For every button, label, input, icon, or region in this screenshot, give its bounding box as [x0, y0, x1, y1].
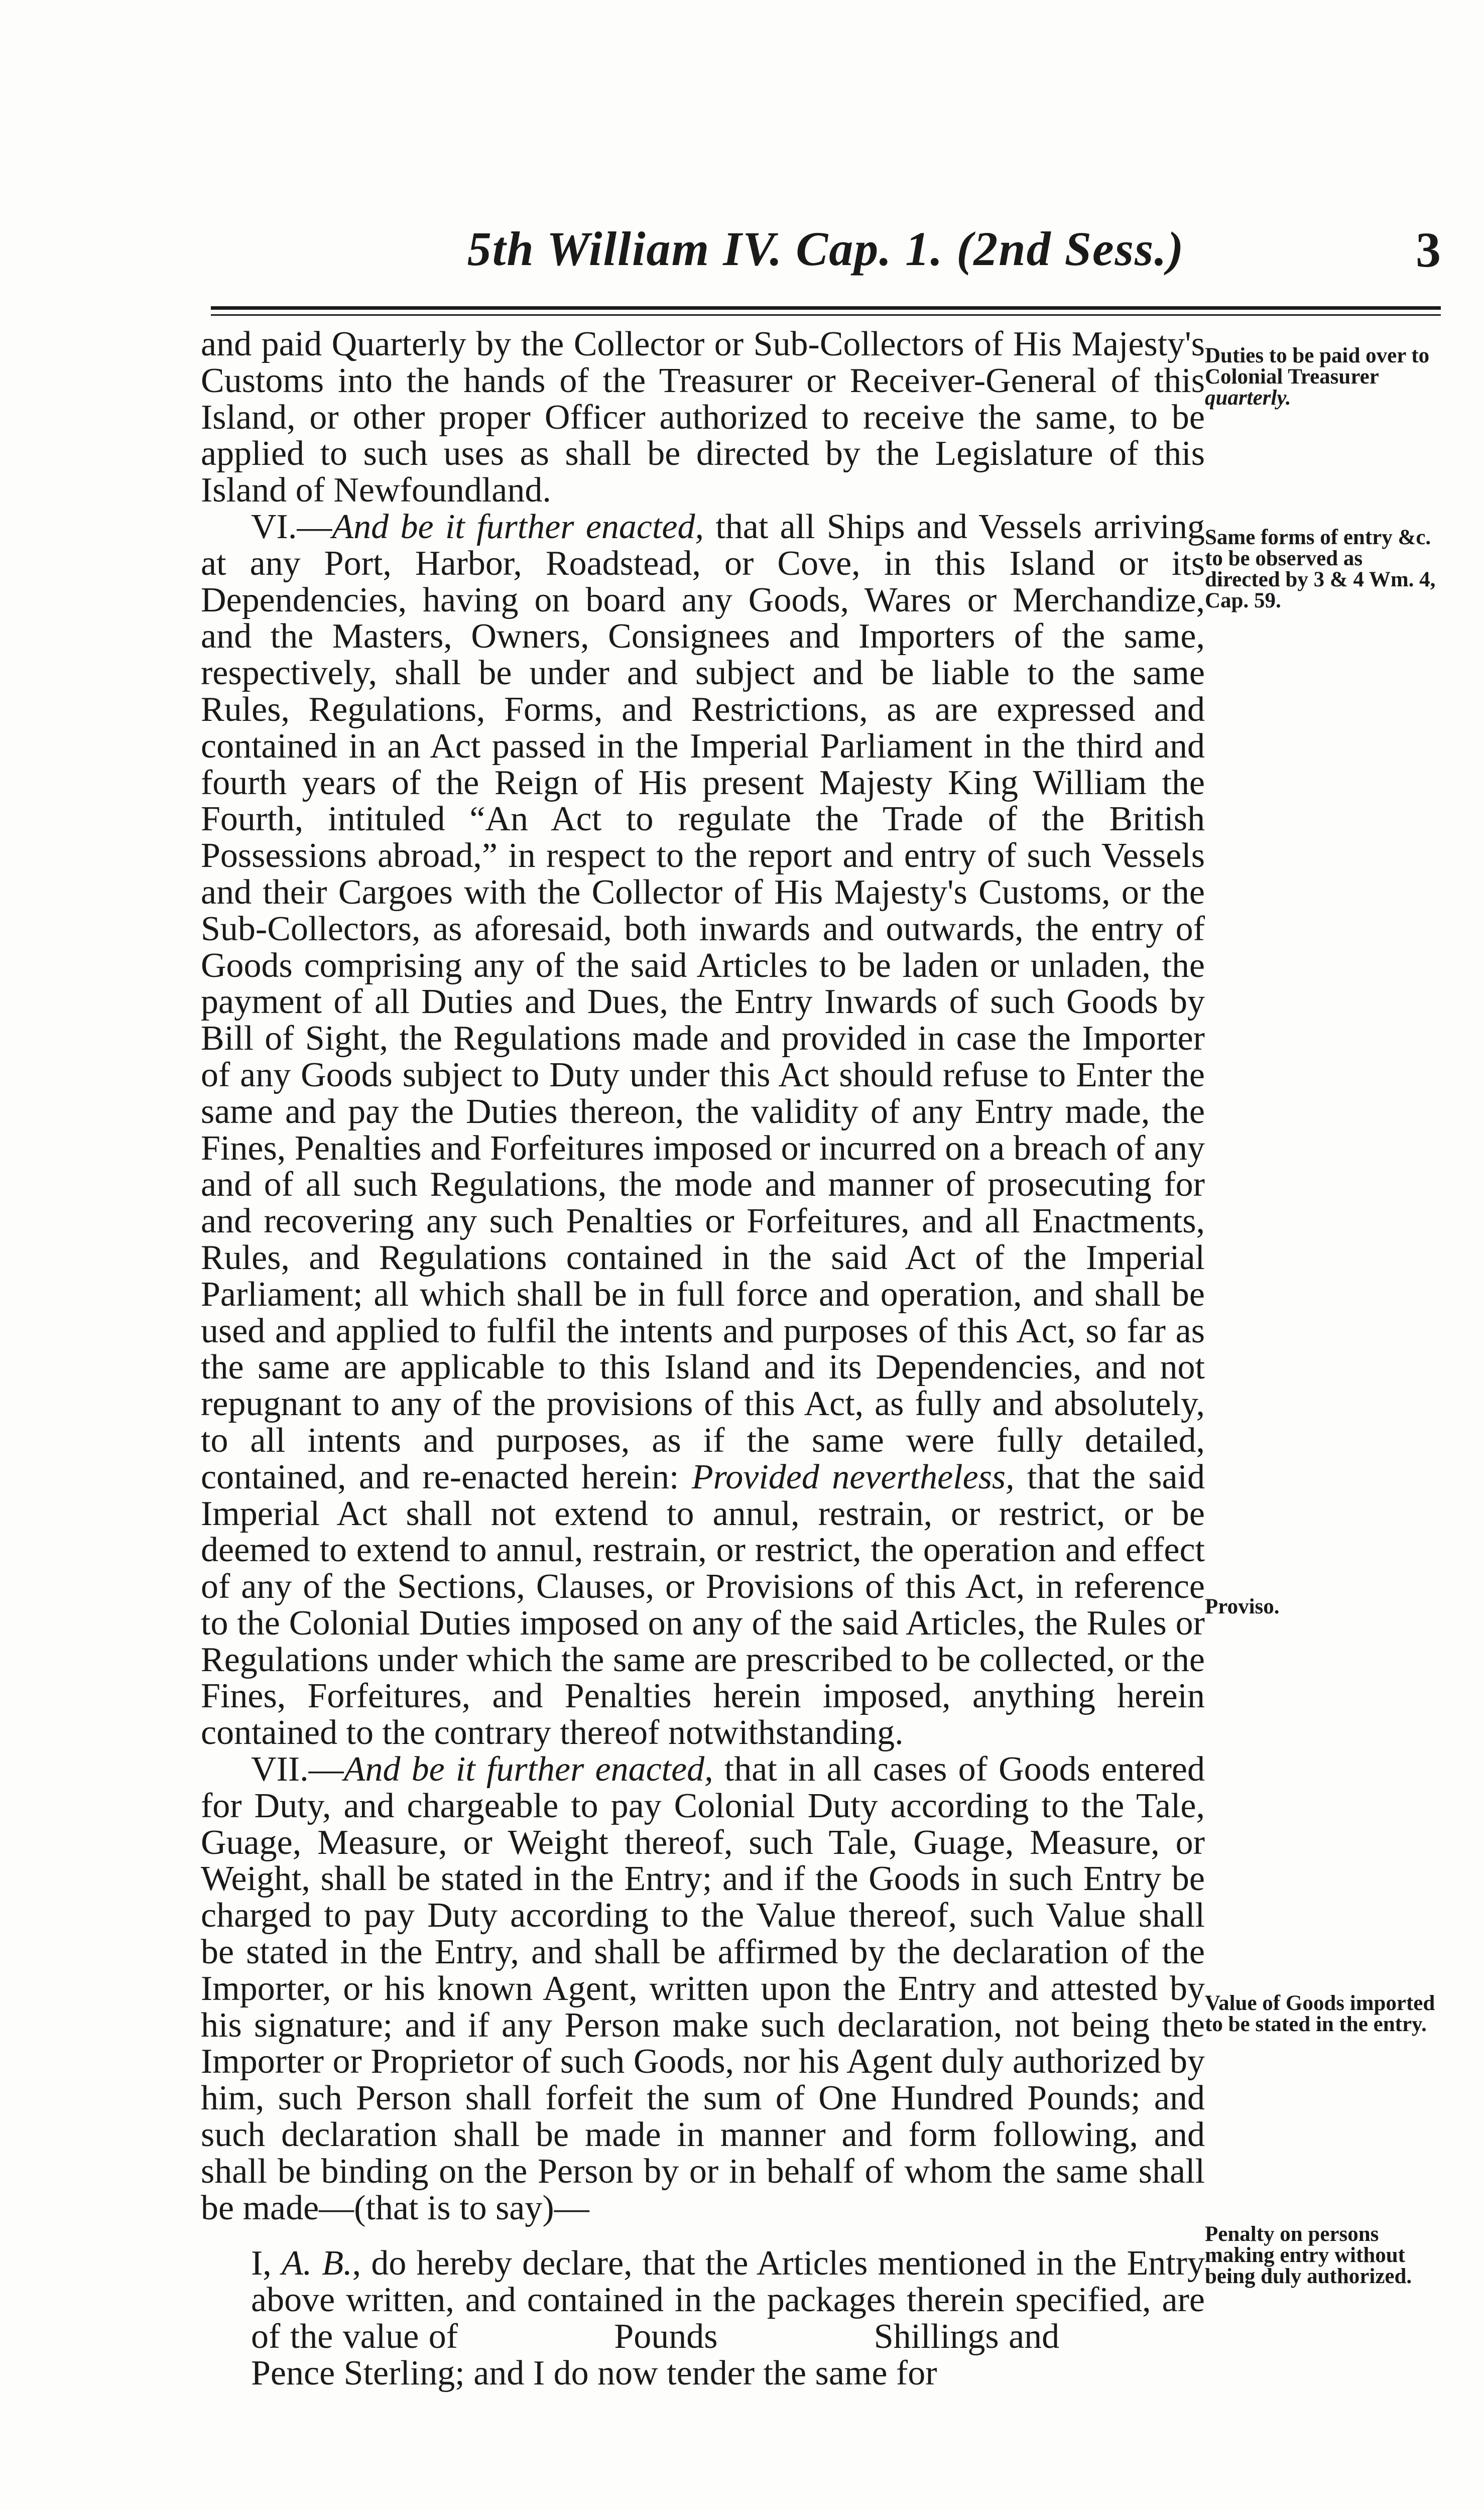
note-text: Duties to be paid over to Colonial Treasurer: [1205, 344, 1430, 389]
section-text: that all Ships and Vessels arriving at any Port, Harbor, Roadstead, or Cove, in this Island or its Dependencies, having on board any Goods, Wares or Merchandize, and the Masters, Owners, Consignees and Importers of the same, respectively, shall be under and subject and be liable to the same Rules, Regulations, Forms, and Restrictions, as are expressed and contained in an Act passed in the Imperial Parliament in the third and fourth years of the Reign of His present Majesty King William the Fourth, intituled “An Act to regulate the Trade of the British Possessions abroad,” in respect to the report and entry of such Vessels and their Cargoes with the Collector of His Majesty's Customs, or the Sub-Collectors, as aforesaid, both inwards and outwards, the entry of Goods comprising any of the said Articles to be laden or unladen, the payment of all Duties and Dues, the Entry Inwards of such Goods by Bill of Sight, the Regulations made and provided in case the Importer of any Goods subject to Duty under this Act should refuse to Enter the same and pay the Duties thereon, the validity of any Entry made, the Fines, Penalties and Forfeitures imposed or incurred on a breach of any and of all such Regulations, the mode and manner of prosecuting for and recovering any such Penalties or Forfeitures, and all Enactments, Rules, and Regulations contained in the said Act of the Imperial Parliament; all which shall be in full force and operation, and shall be used and applied to fulfil the intents and purposes of this Act, so far as the same are applicable to this Island and its Dependencies, and not repugnant to any of the provisions of this Act, as fully and absolutely, to all intents and purposes, as if the same were fully detailed, contained, and re-enacted herein:: [201, 507, 1205, 1496]
running-head: 5th William IV. Cap. 1. (2nd Sess.): [467, 222, 1185, 276]
section-number: VI.—: [251, 507, 332, 546]
paragraph-text: and paid Quarterly by the Collector or Sub-Collectors of His Majesty's Customs into the hands of the Treasurer or Receiver-General of this Island, or other proper Officer authorized to receive the same, to be applied to such uses as shall be directed by the Legislature of this Island of Newfoundland.: [201, 325, 1205, 510]
section-text: that the said Imperial Act shall not extend to annul, restrain, or restrict, or be deemed to extend to annul, restrain, or restrict, the operation and effect of any of the Sections, Clauses, or Provisions of this Act, in reference to the Colonial Duties imposed on any of the said Articles, the Rules or Regulations under which the same are prescribed to be collected, or the Fines, Forfeitures, and Penalties herein imposed, anything herein contained to the contrary thereof notwithstanding.: [201, 1457, 1205, 1752]
marginal-note-duties: [1205, 345, 1436, 409]
declaration-text: I,: [251, 2244, 282, 2283]
marginal-note-proviso: Proviso.: [1205, 1595, 1280, 1618]
enacting-clause: And be it further enacted,: [343, 1750, 713, 1789]
section-vii: [201, 1751, 1205, 2226]
page-header: [211, 221, 1441, 301]
marginal-note-value-goods: Value of Goods imported to be stated in the entry.: [1205, 1991, 1435, 2036]
page-number: 3: [1416, 222, 1441, 278]
main-text: [201, 326, 1205, 2392]
declaration-text: , do hereby declare, that the Articles mentioned in the Entry above written, and contained in the packages therein specified, are of the value of Pounds Shillings and Pence Sterling; and I do now tender the same for: [251, 2244, 1205, 2393]
marginal-note-entry-forms: Same forms of entry &c. to be observed as directed by 3 & 4 Wm. 4, Cap. 59.: [1205, 526, 1436, 612]
note-text-italic: quarterly.: [1205, 386, 1291, 410]
header-rule-thick: [211, 306, 1441, 310]
paragraph-continued: [201, 326, 1205, 509]
enacting-clause: And be it further enacted,: [332, 507, 704, 546]
declaration-form-text: [251, 2245, 1205, 2392]
header-rule-thin: [211, 314, 1441, 316]
section-number: VII.—: [251, 1750, 344, 1789]
proviso-clause: Provided nevertheless,: [691, 1457, 1015, 1496]
declarant-initials: A. B.: [281, 2244, 352, 2283]
section-vi: [201, 509, 1205, 1751]
marginal-note-penalty: Penalty on persons making entry without being duly authorized.: [1205, 2222, 1412, 2288]
section-text: that in all cases of Goods entered for Duty, and chargeable to pay Colonial Duty according to the Tale, Guage, Measure, or Weight thereof, such Tale, Guage, Measure, or Weight, shall be stated in the Entry; and if the Goods in such Entry be charged to pay Duty according to the Value thereof, such Value shall be stated in the Entry, and shall be affirmed by the declaration of the Importer, or his known Agent, written upon the Entry and attested by his signature; and if any Person make such declaration, not being the Importer or Proprietor of such Goods, nor his Agent duly authorized by him, such Person shall forfeit the sum of One Hundred Pounds; and such declaration shall be made in manner and form following, and shall be binding on the Person by or in behalf of whom the same shall be made—(that is to say)—: [201, 1750, 1205, 2227]
